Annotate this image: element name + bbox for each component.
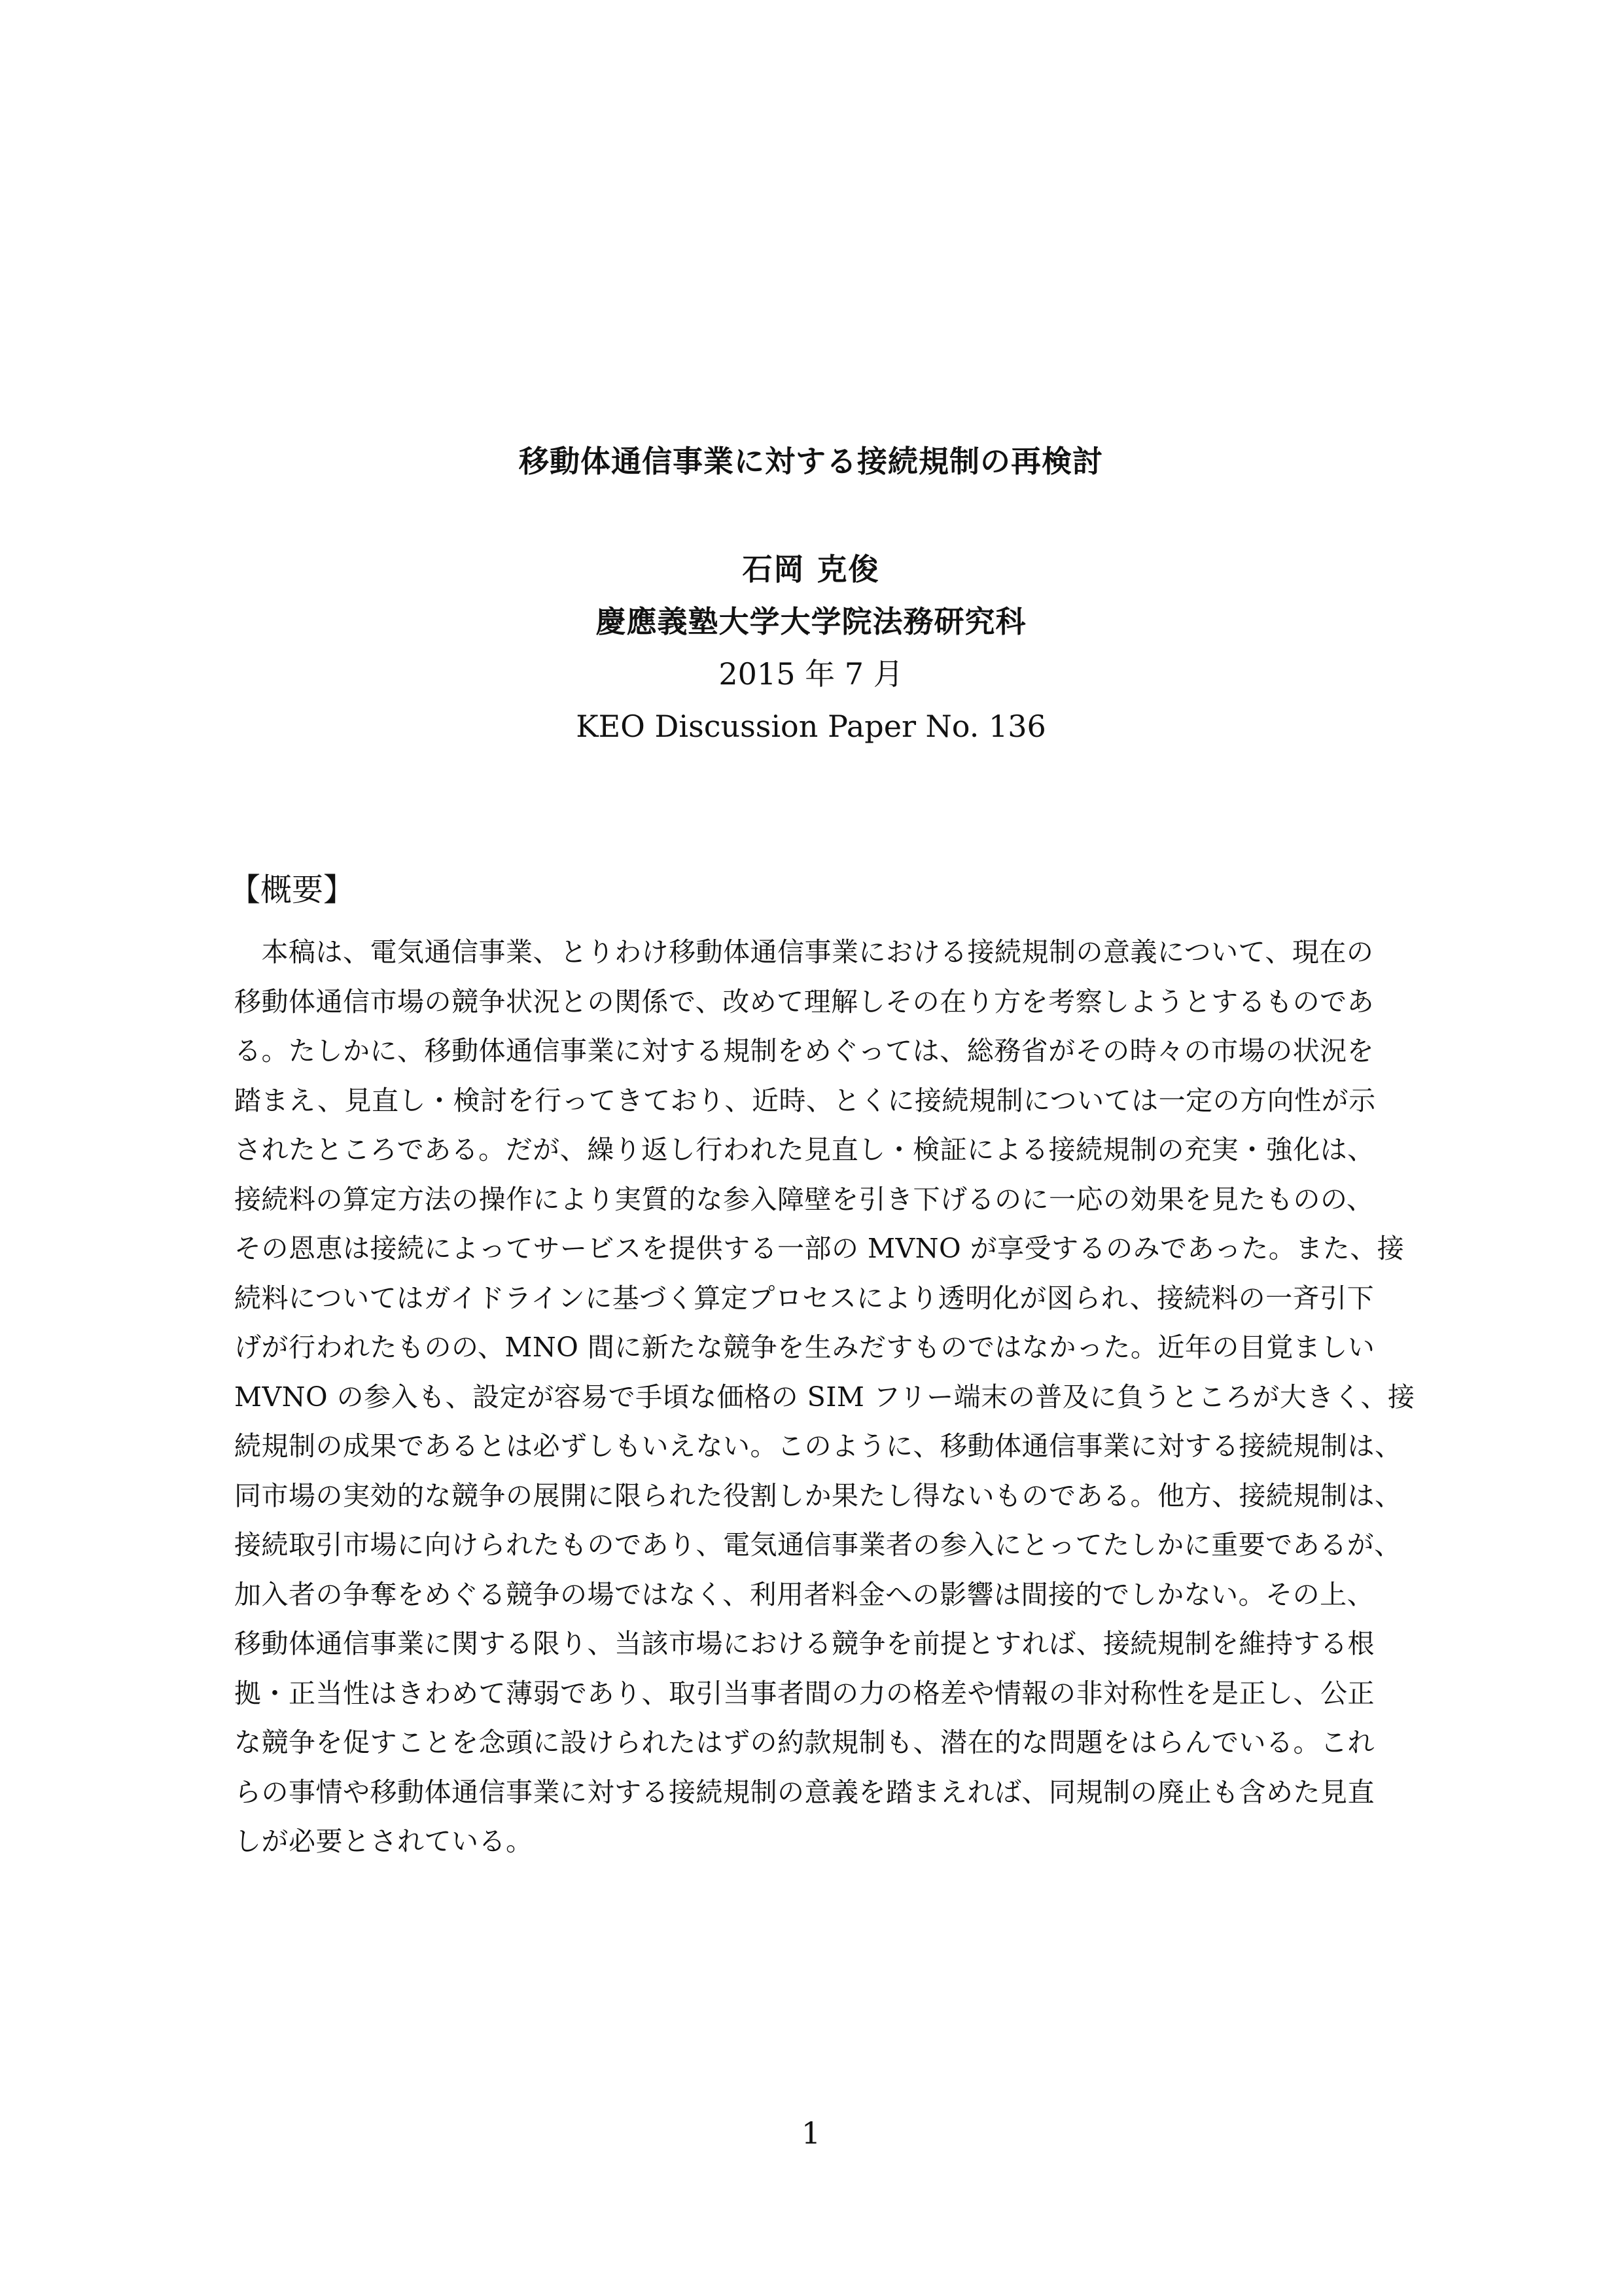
abstract-line: その恩恵は接続によってサービスを提供する一部の MVNO が享受するのみであった。また、接	[234, 1233, 1405, 1264]
abstract-line: 同市場の実効的な競争の展開に限られた役割しか果たし得ないものである。他方、接続規制は、	[234, 1479, 1402, 1511]
abstract-line: MVNO の参入も、設定が容易で手頃な価格の SIM フリー端末の普及に負うところが大きく、接	[234, 1381, 1415, 1413]
abstract-line: 加入者の争奪をめぐる競争の場ではなく、利用者料金への影響は間接的でしかない。その上、	[234, 1578, 1375, 1610]
abstract-line: しが必要とされている。	[234, 1826, 533, 1857]
abstract-line: な競争を促すことを念頭に設けられたはずの約款規制も、潜在的な問題をはらんでいる。これ	[234, 1727, 1375, 1758]
abstract-line: 本稿は、電気通信事業、とりわけ移動体通信事業における接続規制の意義について、現在の	[234, 936, 1374, 968]
publication-date: 2015 年 7 月	[718, 656, 904, 692]
abstract-body	[234, 928, 1415, 1867]
abstract-line: 接続取引市場に向けられたものであり、電気通信事業者の参入にとってたしかに重要であるが、	[234, 1529, 1402, 1561]
abstract-line: げが行われたものの、MNO 間に新たな競争を生みだすものではなかった。近年の目覚ましい	[234, 1332, 1375, 1363]
abstract-line: されたところである。だが、繰り返し行われた見直し・検証による接続規制の充実・強化は、	[234, 1134, 1375, 1165]
abstract-line: る。たしかに、移動体通信事業に対する規制をめぐっては、総務省がその時々の市場の状況を	[234, 1035, 1375, 1067]
abstract-line: 移動体通信市場の競争状況との関係で、改めて理解しその在り方を考察しようとするものであ	[234, 985, 1375, 1017]
abstract-heading: 【概要】	[229, 872, 355, 908]
abstract-line: 続規制の成果であるとは必ずしもいえない。このように、移動体通信事業に対する接続規制は、	[234, 1430, 1402, 1462]
author-affiliation: 慶應義塾大学大学院法務研究科	[595, 604, 1027, 639]
abstract-line: 踏まえ、見直し・検討を行ってきており、近時、とくに接続規制については一定の方向性が示	[234, 1084, 1376, 1116]
abstract-line: 拠・正当性はきわめて薄弱であり、取引当事者間の力の格差や情報の非対称性を是正し、公正	[234, 1677, 1375, 1709]
abstract-line: 移動体通信事業に関する限り、当該市場における競争を前提とすれば、接続規制を維持する根	[234, 1628, 1375, 1659]
page-number: 1	[801, 2115, 821, 2151]
abstract-line: らの事情や移動体通信事業に対する接続規制の意義を踏まえれば、同規制の廃止も含めた見直	[234, 1776, 1375, 1808]
abstract-line: 続料についてはガイドラインに基づく算定プロセスにより透明化が図られ、接続料の一斉引下	[234, 1282, 1375, 1314]
paper-title: 移動体通信事業に対する接続規制の再検討	[519, 444, 1103, 479]
author-name: 石岡 克俊	[742, 552, 880, 587]
abstract-line: 接続料の算定方法の操作により実質的な参入障壁を引き下げるのに一応の効果を見たものの、	[234, 1183, 1374, 1215]
series-label: KEO Discussion Paper No. 136	[576, 709, 1046, 744]
